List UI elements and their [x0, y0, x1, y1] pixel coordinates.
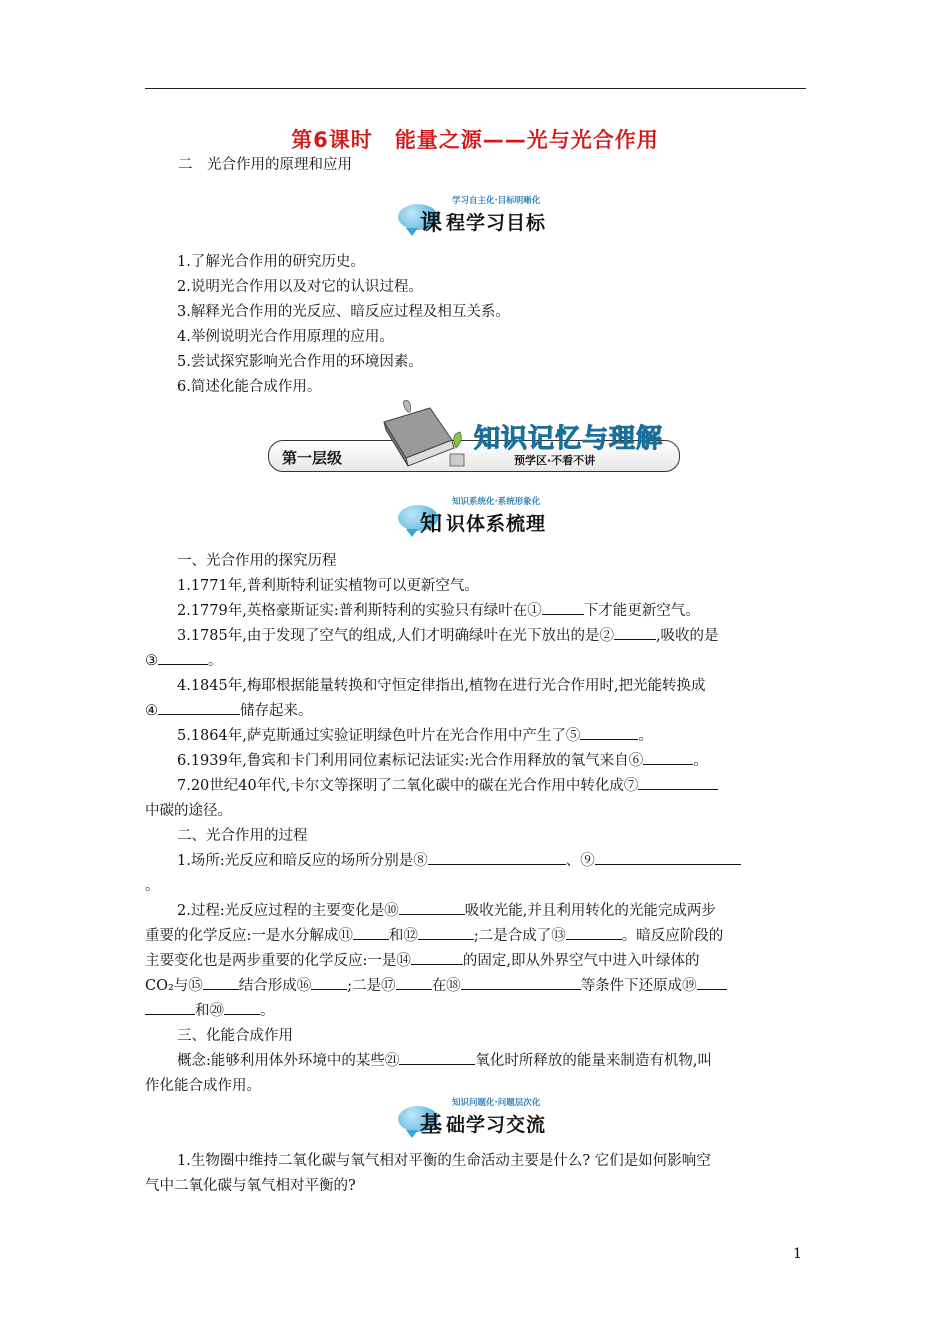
book-icon	[378, 400, 470, 472]
banner-tagline: 知识系统化·系统形象化	[452, 497, 541, 507]
header-rule	[145, 88, 806, 89]
banner-tagline: 学习自主化·目标明晰化	[452, 196, 541, 206]
blank-18[interactable]	[461, 974, 581, 990]
blank-6[interactable]	[643, 749, 693, 765]
blank-17[interactable]	[396, 974, 432, 990]
blank-5[interactable]	[580, 724, 638, 740]
banner-head-char: 知	[420, 512, 443, 537]
blank-8[interactable]	[428, 849, 566, 865]
concept-item: 概念:能够利用体外环境中的某些㉑ 氧化时所释放的能量来制造有机物,叫	[145, 1048, 838, 1074]
banner-title: 础学习交流	[446, 1114, 547, 1136]
banner-head-char: 课	[420, 211, 443, 236]
history-item-cont: ③ 。	[145, 648, 806, 674]
process-item-cont: 。	[145, 878, 160, 894]
blank-2[interactable]	[614, 624, 656, 640]
blank-13[interactable]	[566, 924, 622, 940]
banner-head-char: 基	[420, 1113, 443, 1138]
blank-20[interactable]	[224, 999, 260, 1015]
goal-item: 4.举例说明光合作用原理的应用。	[177, 329, 394, 345]
goal-item: 2.说明光合作用以及对它的认识过程。	[177, 279, 423, 295]
blank-15[interactable]	[203, 974, 239, 990]
blank-10[interactable]	[399, 899, 465, 915]
history-item: 6.1939年,鲁宾和卡门利用同位素标记法证实:光合作用释放的氧气来自⑥ 。	[145, 748, 838, 774]
section-heading: 一、光合作用的探究历程	[177, 553, 337, 569]
level-banner	[268, 400, 684, 478]
history-item: 2.1779年,英格豪斯证实:普利斯特利的实验只有绿叶在① 下才能更新空气。	[145, 598, 838, 624]
question-text: 1.生物圈中维持二氧化碳与氧气相对平衡的生命活动主要是什么? 它们是如何影响空	[177, 1153, 711, 1169]
lesson-number: 第6课时	[291, 128, 373, 152]
history-item: 4.1845年,梅耶根据能量转换和守恒定律指出,植物在进行光合作用时,把光能转换成	[177, 678, 706, 694]
section-heading: 二、光合作用的过程	[177, 828, 308, 844]
blank-3[interactable]	[158, 649, 208, 665]
history-item: 3.1785年,由于发现了空气的组成,人们才明确绿叶在光下放出的是② ,吸收的是	[145, 623, 838, 649]
blank-11[interactable]	[353, 924, 389, 940]
page-title	[0, 124, 950, 154]
blank-19-cont[interactable]	[145, 999, 195, 1015]
goal-item: 3.解释光合作用的光反应、暗反应过程及相互关系。	[177, 304, 510, 320]
banner-title: 程学习目标	[446, 212, 547, 234]
goals-banner	[398, 196, 568, 240]
process-item-cont: CO₂与⑮ 结合形成⑯ ;二是⑰ 在⑱ 等条件下还原成⑲	[145, 973, 806, 999]
lesson-title: 能量之源——光与光合作用	[394, 128, 659, 152]
blank-4[interactable]	[158, 699, 240, 715]
blank-16[interactable]	[311, 974, 347, 990]
basic-banner	[398, 1098, 568, 1142]
level-label: 第一层级	[282, 449, 343, 467]
section-heading: 三、化能合成作用	[177, 1028, 293, 1044]
goal-item: 1.了解光合作用的研究历史。	[177, 254, 365, 270]
goal-item: 6.简述化能合成作用。	[177, 379, 322, 395]
banner-title: 识体系梳理	[446, 513, 547, 535]
history-item: 7.20世纪40年代,卡尔文等探明了二氧化碳中的碳在光合作用中转化成⑦	[145, 773, 838, 799]
system-banner	[398, 497, 568, 541]
process-item-cont: 和⑳ 。	[145, 998, 806, 1024]
blank-21[interactable]	[399, 1049, 475, 1065]
blank-9[interactable]	[595, 849, 741, 865]
process-item: 2.过程:光反应过程的主要变化是⑩ 吸收光能,并且利用转化的光能完成两步	[145, 898, 838, 924]
process-item-cont: 重要的化学反应:一是水分解成⑪ 和⑫ ;二是合成了⑬ 。暗反应阶段的	[145, 923, 806, 949]
goal-item: 5.尝试探究影响光合作用的环境因素。	[177, 354, 423, 370]
blank-1[interactable]	[542, 599, 584, 615]
level-tag: 预学区·不看不讲	[514, 454, 596, 467]
section-subtitle: 二 光合作用的原理和应用	[178, 157, 352, 173]
blank-19[interactable]	[697, 974, 727, 990]
process-item-cont: 主要变化也是两步重要的化学反应:一是⑭ 的固定,即从外界空气中进入叶绿体的	[145, 948, 806, 974]
history-item: 5.1864年,萨克斯通过实验证明绿色叶片在光合作用中产生了⑤ 。	[145, 723, 838, 749]
blank-14[interactable]	[411, 949, 463, 965]
history-item-cont: ④ 储存起来。	[145, 698, 806, 724]
process-item: 1.场所:光反应和暗反应的场所分别是⑧ 、⑨	[145, 848, 838, 874]
banner-tagline: 知识问题化·问题层次化	[452, 1098, 541, 1108]
blank-12[interactable]	[418, 924, 474, 940]
question-text-cont: 气中二氧化碳与氧气相对平衡的?	[145, 1178, 356, 1194]
blank-7[interactable]	[638, 774, 718, 790]
level-title: 知识记忆与理解	[474, 424, 664, 454]
page-number: 1	[793, 1246, 802, 1262]
history-item-cont: 中碳的途径。	[145, 803, 232, 819]
history-item: 1.1771年,普利斯特利证实植物可以更新空气。	[177, 578, 479, 594]
concept-item-cont: 作化能合成作用。	[145, 1078, 261, 1094]
